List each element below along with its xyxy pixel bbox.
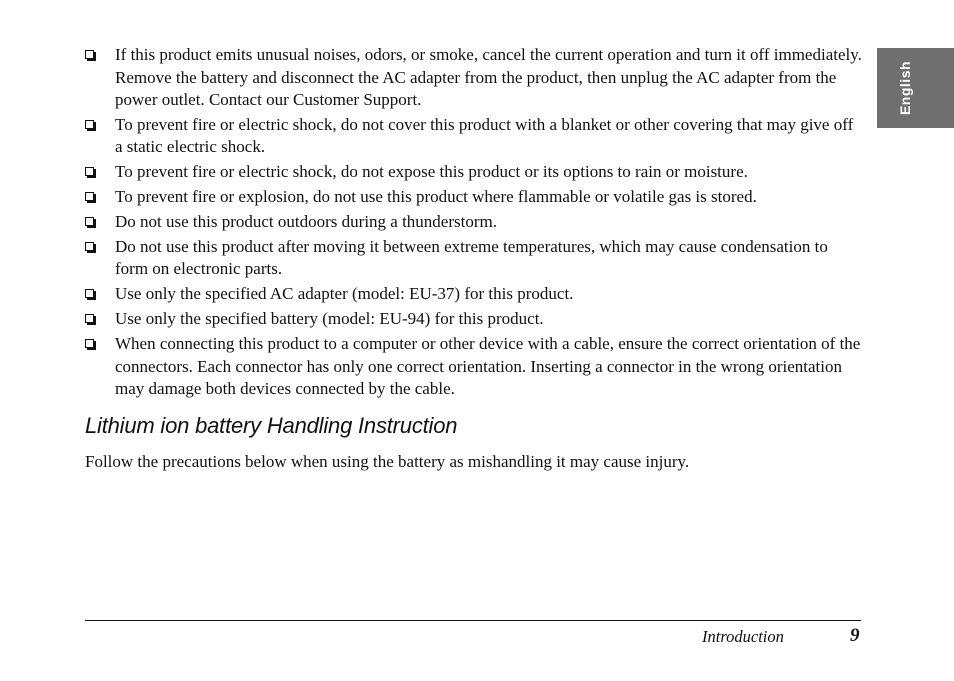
list-item	[84, 236, 862, 281]
safety-bullet-list	[84, 44, 862, 403]
checkbox-bullet-icon	[85, 314, 94, 323]
checkbox-bullet-icon	[85, 192, 94, 201]
language-tab-label: English	[897, 60, 913, 116]
page-number: 9	[850, 625, 860, 646]
checkbox-bullet-icon	[85, 50, 94, 59]
section-heading: Lithium ion battery Handling Instruction	[85, 413, 458, 438]
list-item	[84, 308, 862, 331]
list-item	[84, 44, 862, 112]
list-item	[84, 283, 862, 306]
checkbox-bullet-icon	[85, 217, 94, 226]
bullet-text: To prevent fire or electric shock, do not cover this product with a blanket or other covering that may give off a static electric shock.	[115, 114, 854, 157]
checkbox-bullet-icon	[85, 120, 94, 129]
list-item	[84, 186, 862, 209]
bullet-text: If this product emits unusual noises, odors, or smoke, cancel the current operation and turn it off immediately. Remove the battery and disconnect the AC adapter from the product, then unplug the AC adapter from the power outlet. Contact our Customer Support.	[115, 45, 862, 109]
checkbox-bullet-icon	[85, 242, 94, 251]
checkbox-bullet-icon	[85, 289, 94, 298]
bullet-text: Do not use this product outdoors during a thunderstorm.	[115, 212, 497, 232]
language-tab	[877, 48, 954, 128]
bullet-text: Use only the specified battery (model: EU-94) for this product.	[115, 309, 544, 329]
list-item	[84, 114, 862, 159]
bullet-text: Do not use this product after moving it between extreme temperatures, which may cause condensation to form on electronic parts.	[115, 236, 828, 279]
checkbox-bullet-icon	[85, 339, 94, 348]
list-item	[84, 333, 862, 401]
bullet-text: Use only the specified AC adapter (model: EU-37) for this product.	[115, 284, 574, 304]
footer-section-name: Introduction	[702, 627, 784, 646]
list-item	[84, 161, 862, 184]
footer-divider	[85, 620, 861, 621]
list-item	[84, 211, 862, 234]
bullet-text: When connecting this product to a computer or other device with a cable, ensure the correct orientation of the connectors. Each connector has only one correct orientation. Inserting a connector in the wrong orientation may damage both devices connected by the cable.	[115, 334, 861, 399]
bullet-text: To prevent fire or explosion, do not use this product where flammable or volatile gas is stored.	[115, 187, 757, 207]
section-intro: Follow the precautions below when using the battery as mishandling it may cause injury.	[85, 452, 690, 471]
bullet-text: To prevent fire or electric shock, do not expose this product or its options to rain or moisture.	[115, 162, 748, 182]
checkbox-bullet-icon	[85, 167, 94, 176]
